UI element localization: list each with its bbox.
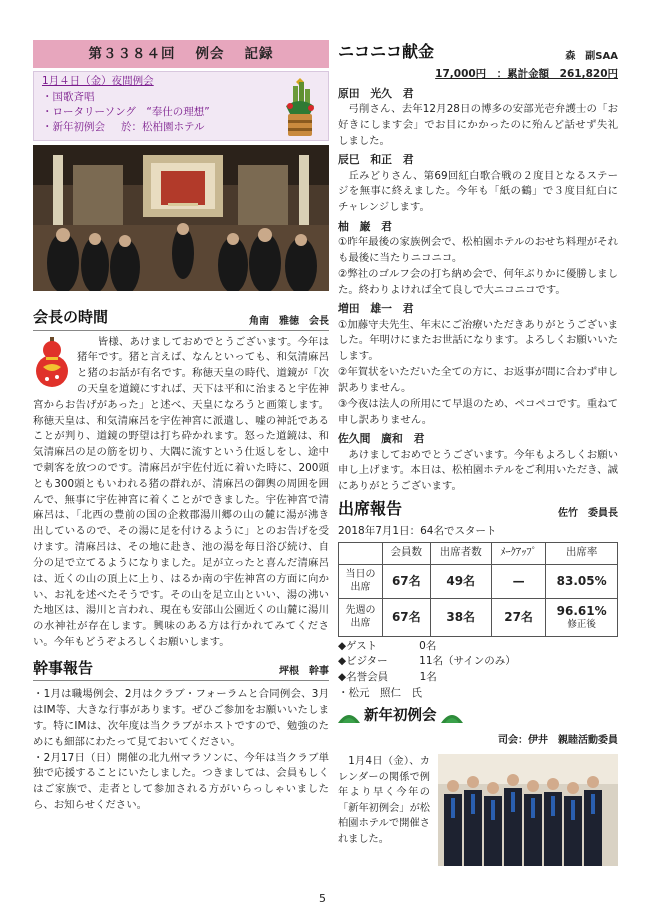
left-column [33,40,329,814]
niko-header [338,40,618,65]
newyear-photo [438,754,618,866]
agenda-item: ・ロータリーソング “奉仕の理想” [42,105,210,118]
honorary-count: ◆名誉会員 1名 [338,671,437,684]
present-cell: 49名 [430,564,491,598]
section-title: 出席報告 [338,498,403,518]
makeup-cell: — [491,564,545,598]
meeting-record-banner [33,40,329,68]
attendance-start: 2018年7月1日：64名でスタート [338,524,497,537]
table-header-row [339,542,618,564]
niko-entry-text: 弓削さん、去年12月28日の博多の安部光壱弁護士の「お好きにします会」でお目にかかったのに殆んど話せず失礼しました。 [338,102,618,147]
secretary-header [33,657,329,682]
meeting-number: 第３３８４回 [88,45,176,62]
secretary-paragraph: ・1月は職場例会、2月はクラブ・フォーラムと合同例会、3月はIM等、大きな行事があります。ぜひご参加をお願いいたします。特にIMは、次年度は当クラブがホストですので、勉強のためにも細部にわたって見ておいてください。 [33,688,329,748]
guest-count: ◆ゲスト 0名 [338,639,437,652]
honorary-name: ・松元 照仁 氏 [338,686,422,699]
president-header [33,306,329,331]
table-row [339,564,618,598]
table-header-cell: ﾒｰｸｱｯﾌﾟ [491,542,545,564]
rate-cell: 83.05% [546,564,618,598]
record-label: 記録 [244,45,274,62]
gourd-charm-icon [33,337,71,389]
pine-icon [338,710,360,724]
agenda-item: ・新年初例会 於：松柏園ホテル [42,121,205,134]
niko-entry-name: 柚 巌 君 [338,220,392,233]
table-header-cell: 出席率 [546,542,618,564]
niko-entry-name: 原田 光久 君 [338,86,414,100]
newyear-body [338,754,618,866]
kadomatsu-icon [278,76,322,138]
agenda-box [33,71,329,141]
pine-icon [441,710,463,724]
attendance-notes [338,639,618,702]
right-column [338,40,618,866]
agenda-date: 1月４日（金）夜間例会 [42,75,154,87]
meeting-label: 例会 [195,45,225,62]
row-label: 当日の出席 [339,564,383,598]
niko-entry-text: あけましておめでとうございます。今年もよろしくお願い申し上げます。本日は、松柏園ホテルをご利用いただき、誠にありがとうございます。 [338,448,618,493]
table-header-cell: 会員数 [383,542,431,564]
row-label: 先週の出席 [339,598,383,636]
agenda-item: ・国歌斉唱 [42,90,95,103]
table-header-cell: 出席者数 [430,542,491,564]
niko-entry-name: 佐久間 廣和 君 [338,432,425,446]
members-cell: 67名 [383,564,431,598]
newyear-header [338,706,618,728]
newyear-host: 司会：伊井 親睦活動委員 [498,735,618,747]
rate-note: 修正後 [567,618,596,630]
table-header-cell [339,542,383,564]
table-row [339,598,618,636]
niko-entry-text: 丘みどりさん、第69回紅白歌合戦の２度目となるステージを無事に終えました。今年も「紙の鶴」で３度目紅白にチャレンジします。 [338,169,618,214]
attendance-table [338,542,618,637]
section-title: 幹事報告 [33,658,94,677]
niko-entry-name: 辰巳 和正 君 [338,153,414,167]
section-author: 佐竹 委員長 [558,507,618,519]
section-title: 新年初例会 [364,707,437,724]
niko-amount: 17,000円 ：累計金額 261,820円 [435,68,618,80]
section-author: 森 副SAA [565,51,618,62]
members-cell: 67名 [383,598,431,636]
section-title: ニコニコ献金 [338,42,435,61]
present-cell: 38名 [430,598,491,636]
page-number: 5 [319,892,326,905]
rate-cell [546,598,618,636]
visitor-count: ◆ビジター 11名（サインのみ） [338,655,516,668]
niko-entry-name: 増田 雄一 君 [338,302,414,316]
secretary-paragraph: ・2月17日（日）開催の北九州マラソンに、今年は当クラブ単独で応援することにいたしました。つきましては、会員もしくはご家族で、走者として参加される方がいらっしゃいましたら、お知らせください。 [33,751,329,811]
section-title: 会長の時間 [33,308,109,326]
niko-list [338,86,618,495]
niko-entry-text: ①加藤守夫先生、年末にご治療いただきありがとうございました。年明けにまたお世話になります。よろしくお願いいたします。 ②年賀状をいただいた全ての方に、お返事が間に合わず申し訳ありません。 ③今夜は法人の所用にて早退のため、ペコペコです。重ねて申し訳ありません。 [338,318,618,426]
rate-value: 96.61% [556,603,607,618]
section-author: 坪根 幹事 [279,666,329,678]
president-body-wrap [33,335,329,651]
section-author: 角南 雅徳 会長 [249,315,329,327]
meeting-photo [33,145,329,291]
newyear-text: 1月4日（金）、カレンダーの関係で例年より早く今年の「新年初例会」が松柏園ホテルで開催されました。 [338,756,430,845]
makeup-cell: 27名 [491,598,545,636]
niko-entry-text: ①昨年最後の家族例会で、松柏園ホテルのおせち料理がそれも最後に当たりニコニコ。 ②弊社のゴルフ会の打ち納め会で、何年ぶりかに優勝しました。終わりよければ全て良しで大ニコニコです。 [338,236,618,296]
president-body: 皆様、あけましておめでとうございます。今年は猪年です。猪と言えば、なんといっても、和気清麻呂と猪のお話が有名です。称徳天皇の時代、道鏡が「次の天皇を道鏡にすれば、天下は平和に治まると宇佐神宮からお告げがあった」と述べ、天皇になろうと画策します。称徳天皇は、和気清麻呂を宇佐神宮に派遣し、嘘の神託であることが判り、道鏡の野望は打ち砕かれます。怒った道鏡は、和気清麻呂の足の筋を切り、大隅に流すという仕返しをし、途中で刺客を放つのです。清麻呂が宇佐付近に着いた時に、200頭とも300頭ともいわれる猪の群れが、清麻呂の御輿の周囲を囲んで、無事に宇佐神宮に着くことができました。宇佐神宮で清麻呂は、「北西の豊前の国の企救郡湯川郷の山の麓に湯が沸き出しているので、その湯に足を付けるように」とのお告げを受けます。清麻呂は、その地に赴き、池の湯を毎日浴び続け、自分の足で立てるようになりました。足が立ったと喜んだ清麻呂は、近くの山の頂上に上り、はるか南の宇佐神宮の方面に向かい、お礼を述べたそうです。その山を足立山といい、湯の沸いた地区は、湯川と言われ、現在も安部山公園近くの山麓に湯川の水神社が存在します。興味のある方は行かれてみてください。今年もどうぞよろしくお願いします。 [33,335,329,648]
attendance-header [338,497,618,522]
